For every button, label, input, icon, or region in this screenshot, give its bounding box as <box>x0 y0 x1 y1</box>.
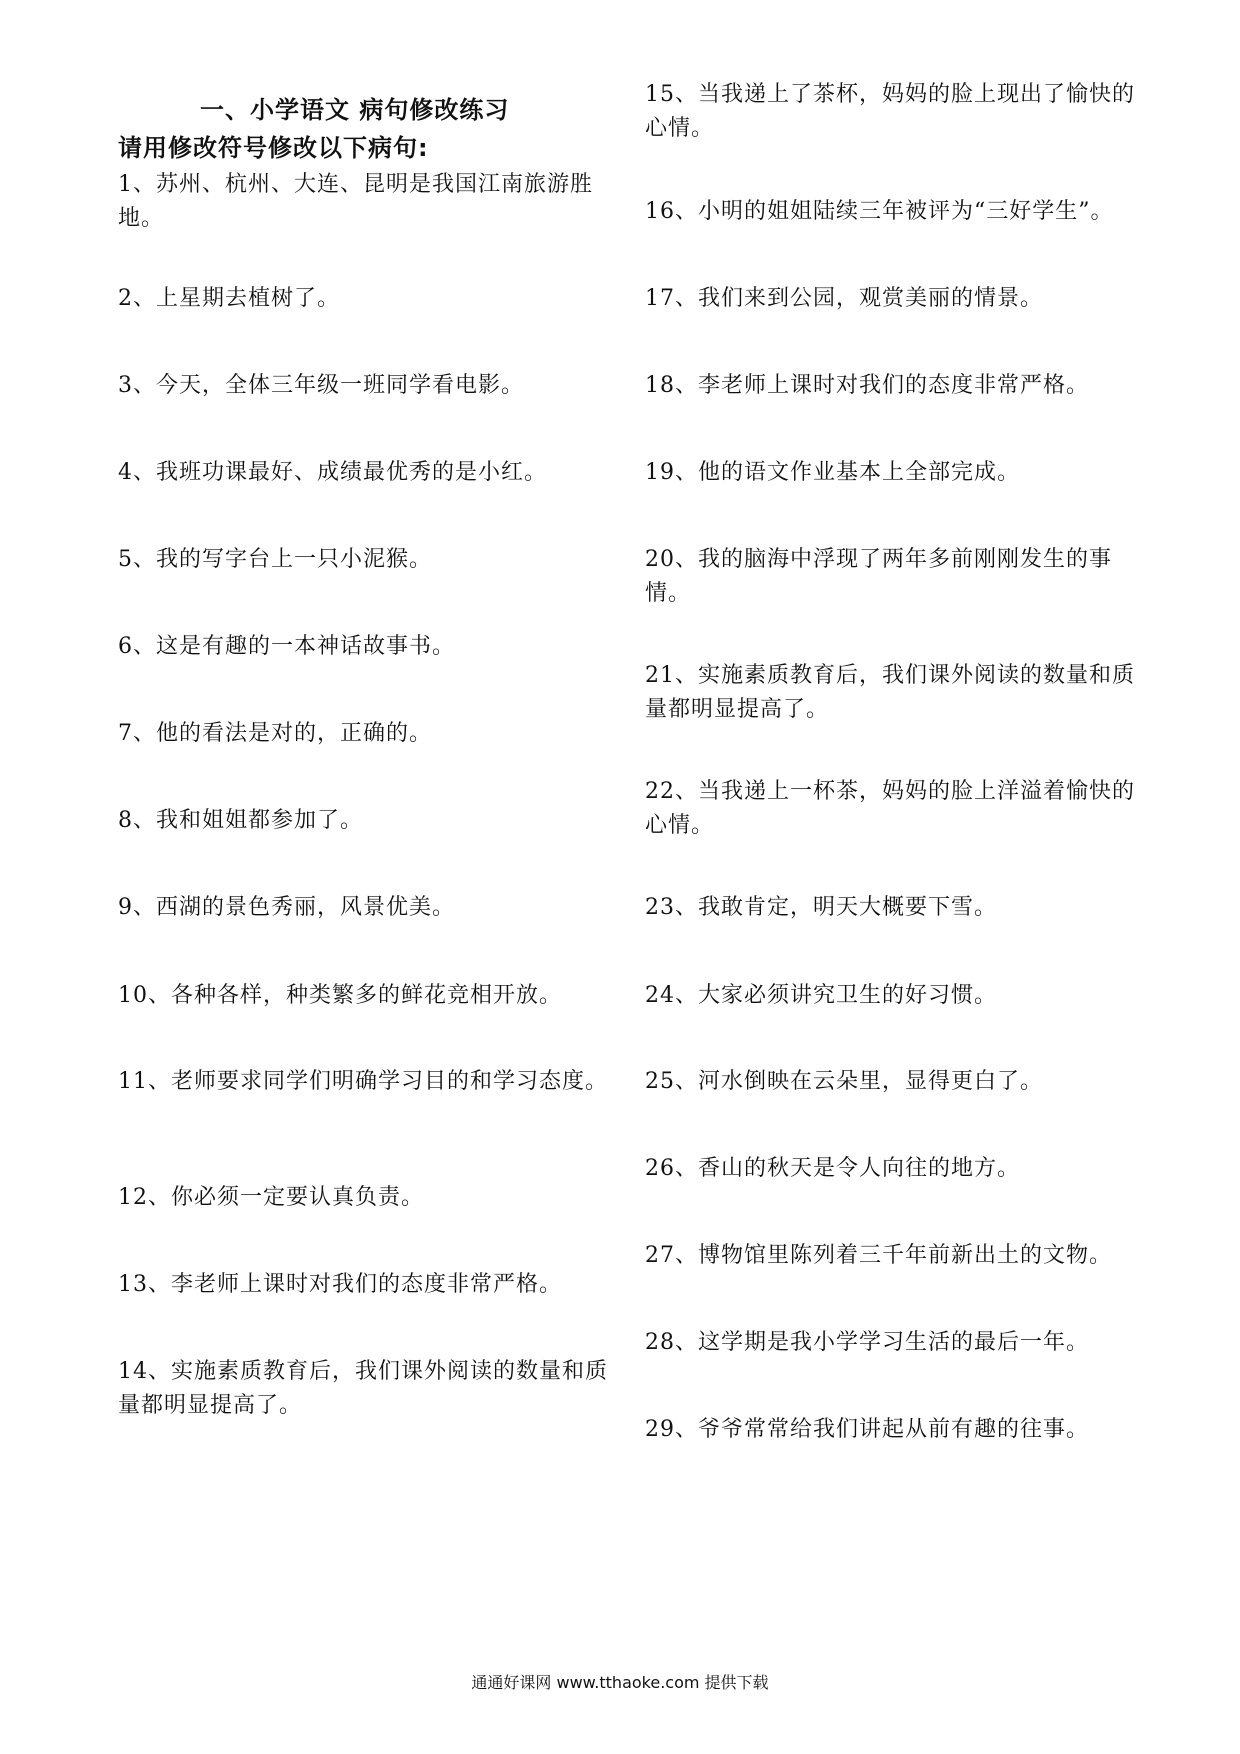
question-item: 20、我的脑海中浮现了两年多前刚刚发生的事情。 <box>645 547 1112 606</box>
question-item: 12、你必须一定要认真负责。 <box>118 1185 424 1210</box>
question-item: 24、大家必须讲究卫生的好习惯。 <box>645 983 997 1008</box>
question-item: 13、李老师上课时对我们的态度非常严格。 <box>118 1272 562 1297</box>
question-item: 14、实施素质教育后，我们课外阅读的数量和质量都明显提高了。 <box>118 1359 608 1418</box>
question-item: 11、老师要求同学们明确学习目的和学习态度。 <box>118 1069 608 1094</box>
question-item: 8、我和姐姐都参加了。 <box>118 808 363 833</box>
question-item: 6、这是有趣的一本神话故事书。 <box>118 634 455 659</box>
question-item: 21、实施素质教育后，我们课外阅读的数量和质量都明显提高了。 <box>645 663 1135 722</box>
question-item: 1、苏州、杭州、大连、昆明是我国江南旅游胜地。 <box>118 172 593 231</box>
question-item: 22、当我递上一杯茶，妈妈的脸上洋溢着愉快的心情。 <box>645 779 1135 838</box>
question-item: 23、我敢肯定，明天大概要下雪。 <box>645 895 997 920</box>
question-item: 26、香山的秋天是令人向往的地方。 <box>645 1156 1020 1181</box>
question-item: 7、他的看法是对的，正确的。 <box>118 721 432 746</box>
question-item: 28、这学期是我小学学习生活的最后一年。 <box>645 1330 1089 1355</box>
question-item: 17、我们来到公园，观赏美丽的情景。 <box>645 286 1043 311</box>
question-item: 15、当我递上了茶杯，妈妈的脸上现出了愉快的心情。 <box>645 82 1135 141</box>
page-title: 一、小学语文 病句修改练习 <box>200 96 510 124</box>
question-item: 4、我班功课最好、成绩最优秀的是小红。 <box>118 460 547 485</box>
question-item: 18、李老师上课时对我们的态度非常严格。 <box>645 373 1089 398</box>
question-item: 16、小明的姐姐陆续三年被评为“三好学生”。 <box>645 199 1114 224</box>
question-item: 3、今天，全体三年级一班同学看电影。 <box>118 373 524 398</box>
question-item: 29、爷爷常常给我们讲起从前有趣的往事。 <box>645 1417 1089 1442</box>
question-item: 27、博物馆里陈列着三千年前新出土的文物。 <box>645 1243 1112 1268</box>
question-item: 9、西湖的景色秀丽，风景优美。 <box>118 895 455 920</box>
question-item: 10、各种各样，种类繁多的鲜花竞相开放。 <box>118 983 562 1008</box>
page-instruction: 请用修改符号修改以下病句: <box>118 134 429 162</box>
question-item: 25、河水倒映在云朵里，显得更白了。 <box>645 1069 1043 1094</box>
question-item: 5、我的写字台上一只小泥猴。 <box>118 547 432 572</box>
footer-credit: 通通好课网 www.tthaoke.com 提供下载 <box>471 1673 769 1692</box>
question-item: 19、他的语文作业基本上全部完成。 <box>645 460 1020 485</box>
question-item: 2、上星期去植树了。 <box>118 286 340 311</box>
